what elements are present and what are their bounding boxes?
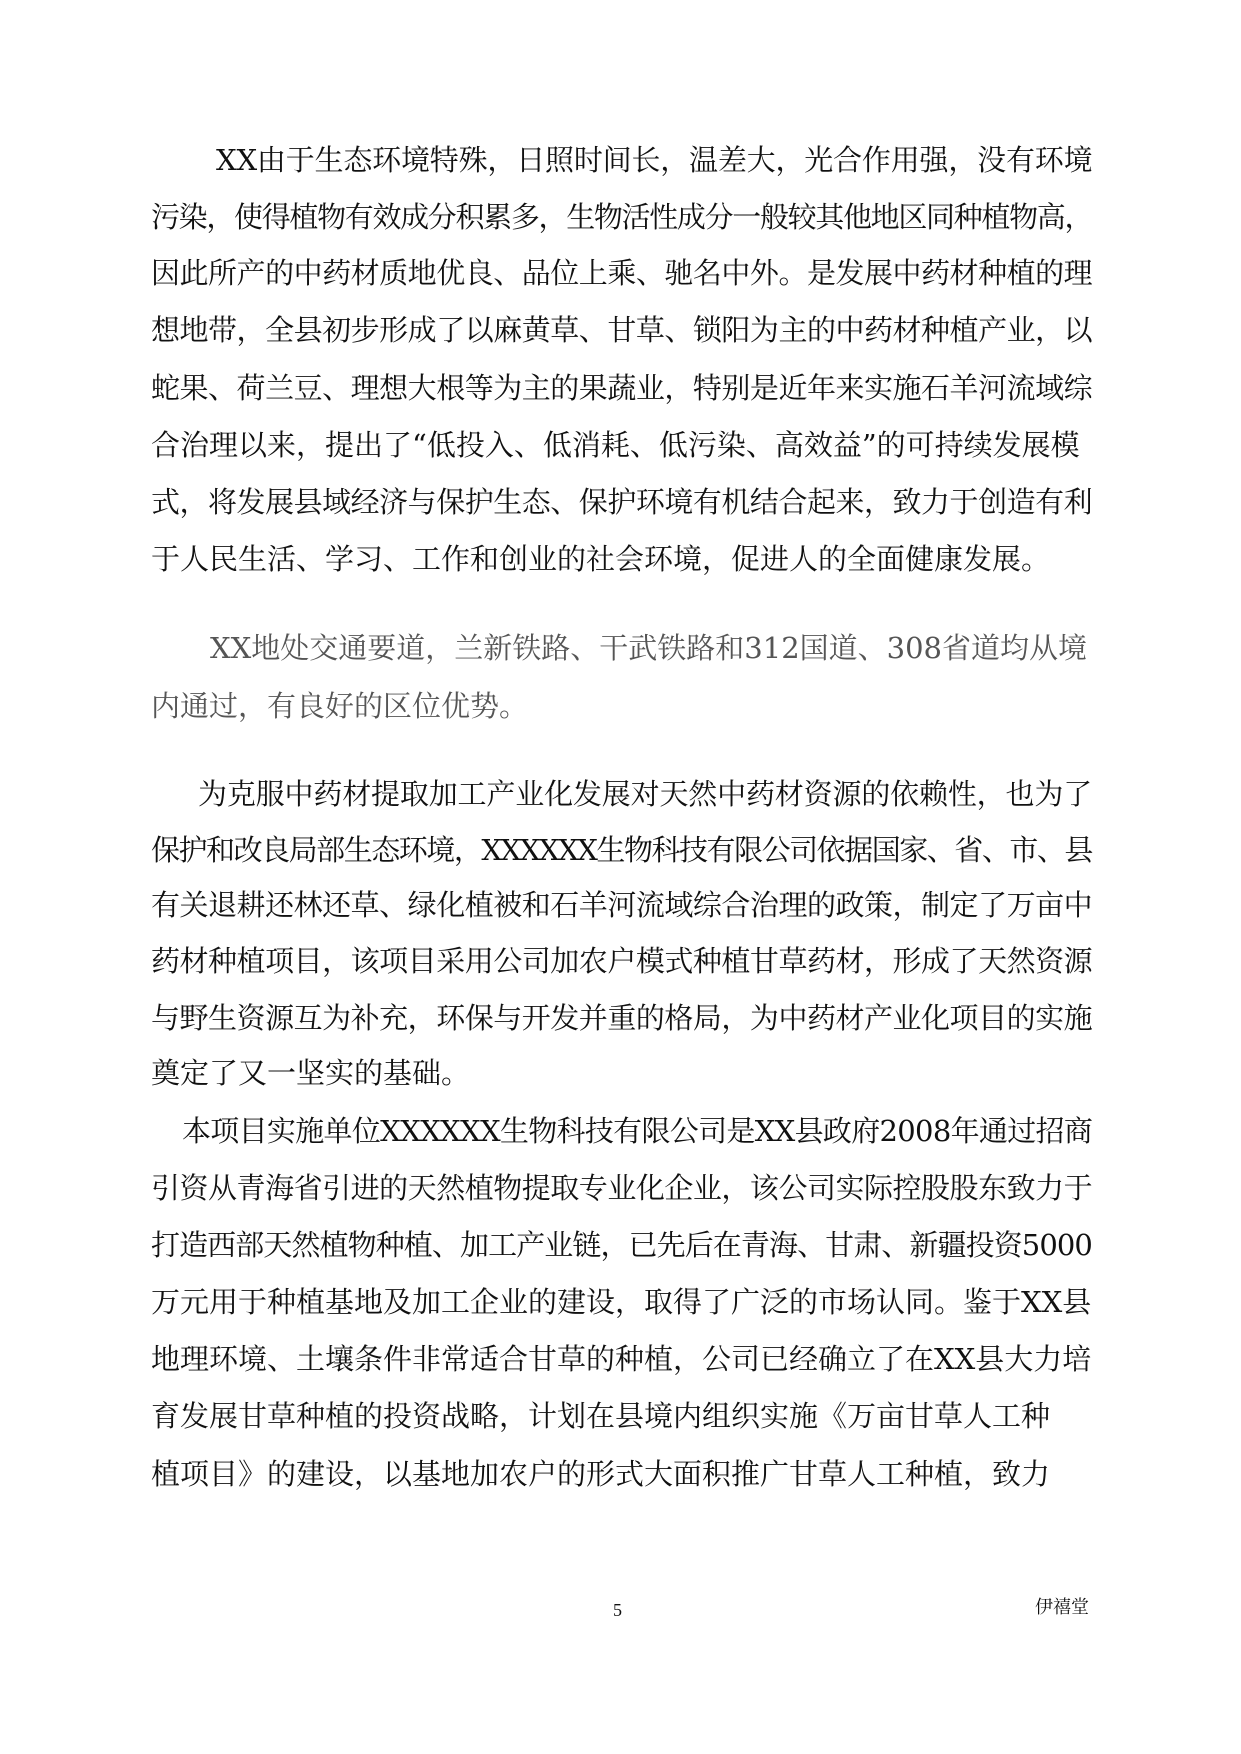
footer-brand: 伊禧堂 bbox=[1035, 1597, 1089, 1618]
paragraph-4-line-1: 本项目实施单位XXXXXX生物科技有限公司是XX县政府2008年通过招商 bbox=[182, 1114, 1093, 1148]
paragraph-1-line-4: 想地带，全县初步形成了以麻黄草、甘草、锁阳为主的中药材种植产业，以 bbox=[151, 313, 1093, 347]
paragraph-1-line-3: 因此所产的中药材质地优良、品位上乘、驰名中外。是发展中药材种植的理 bbox=[151, 256, 1093, 290]
paragraph-1-line-1: XX由于生态环境特殊，日照时间长，温差大，光合作用强，没有环境 bbox=[216, 143, 1093, 177]
page-number: 5 bbox=[613, 1600, 622, 1620]
paragraph-4-line-4: 万元用于种植基地及加工企业的建设，取得了广泛的市场认同。鉴于XX县 bbox=[151, 1285, 1092, 1319]
paragraph-1-line-7: 式，将发展县域经济与保护生态、保护环境有机结合起来，致力于创造有利 bbox=[151, 485, 1093, 519]
paragraph-3-line-3: 有关退耕还林还草、绿化植被和石羊河流域综合治理的政策，制定了万亩中 bbox=[151, 888, 1093, 922]
paragraph-1-line-6: 合治理以来，提出了“低投入、低消耗、低污染、高效益”的可持续发展模 bbox=[151, 428, 1080, 462]
paragraph-2-line-2: 内通过，有良好的区位优势。 bbox=[151, 689, 529, 723]
paragraph-3-line-5: 与野生资源互为补充，环保与开发并重的格局，为中药材产业化项目的实施 bbox=[151, 1001, 1093, 1035]
paragraph-4-line-3: 打造西部天然植物种植、加工产业链，已先后在青海、甘肃、新疆投资5000 bbox=[151, 1228, 1092, 1262]
paragraph-2-line-1: XX地处交通要道，兰新铁路、干武铁路和312国道、308省道均从境 bbox=[210, 631, 1087, 665]
paragraph-4-line-2: 引资从青海省引进的天然植物提取专业化企业，该公司实际控股股东致力于 bbox=[151, 1171, 1093, 1205]
paragraph-3-line-6: 奠定了又一坚实的基础。 bbox=[151, 1056, 471, 1090]
paragraph-4-line-5: 地理环境、土壤条件非常适合甘草的种植，公司已经确立了在XX县大力培 bbox=[151, 1342, 1092, 1376]
paragraph-4-line-7: 植项目》的建设，以基地加农户的形式大面积推广甘草人工种植，致力 bbox=[151, 1457, 1051, 1491]
paragraph-3-line-1: 为克服中药材提取加工产业化发展对天然中药材资源的依赖性，也为了 bbox=[198, 777, 1093, 811]
paragraph-1-line-5: 蛇果、荷兰豆、理想大根等为主的果蔬业，特别是近年来实施石羊河流域综 bbox=[151, 371, 1093, 405]
paragraph-1-line-8: 于人民生活、学习、工作和创业的社会环境，促进人的全面健康发展。 bbox=[151, 542, 1051, 576]
paragraph-3-line-4: 药材种植项目，该项目采用公司加农户模式种植甘草药材，形成了天然资源 bbox=[151, 944, 1093, 978]
paragraph-3-line-2: 保护和改良局部生态环境，XXXXXX生物科技有限公司依据国家、省、市、县 bbox=[151, 833, 1092, 867]
paragraph-4-line-6: 育发展甘草种植的投资战略，计划在县境内组织实施《万亩甘草人工种 bbox=[151, 1399, 1051, 1433]
paragraph-1-line-2: 污染，使得植物有效成分积累多，生物活性成分一般较其他地区同种植物高， bbox=[151, 200, 1093, 234]
